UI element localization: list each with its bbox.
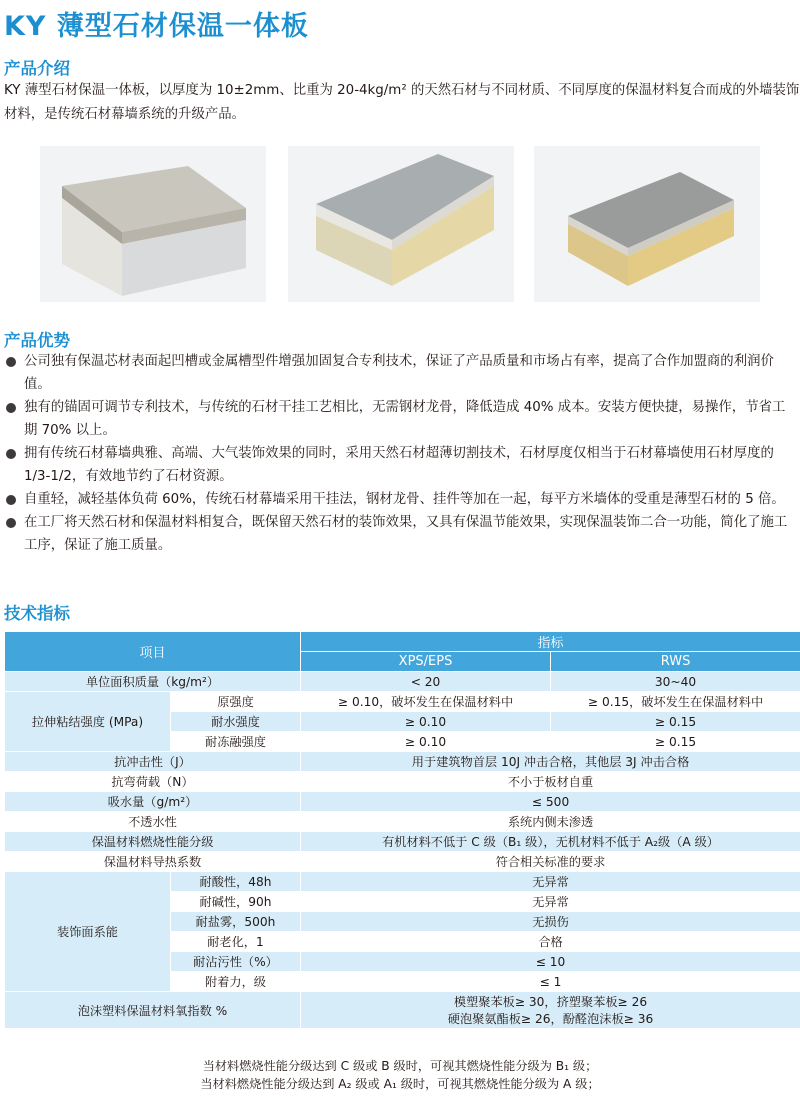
- table-row: [5, 872, 800, 892]
- cell-value: [301, 992, 800, 1029]
- advantage-item: 公司独有保温芯材表面起凹槽或金属槽型件增强加固复合专利技术，保证了产品质量和市场占有率，提高了合作加盟商的利润价值。: [4, 350, 794, 396]
- specs-heading: 技术指标: [4, 604, 70, 623]
- note-line: 当材料燃烧性能分级达到 C 级或 B 级时，可视其燃烧性能分级为 B₁ 级；: [202, 1059, 598, 1073]
- row-label: 吸水量（g/m²）: [5, 792, 301, 812]
- cell-value: ≤ 500: [301, 792, 800, 812]
- row-sublabel: 耐水强度: [171, 712, 301, 732]
- row-sublabel: 耐酸性，48h: [171, 872, 301, 892]
- cell-value: ≤ 10: [301, 952, 800, 972]
- header-index: 指标: [301, 632, 800, 652]
- table-row: [5, 752, 800, 772]
- header-col-b: RWS: [551, 652, 800, 672]
- row-group-label: 拉伸粘结强度 (MPa): [5, 692, 171, 752]
- table-row: [5, 832, 800, 852]
- advantage-item: 独有的锚固可调节专利技术，与传统的石材干挂工艺相比，无需钢材龙骨，降低造成 40% 成本。安装方便快捷，易操作，节省工期 70% 以上。: [4, 396, 794, 442]
- header-col-a: XPS/EPS: [301, 652, 551, 672]
- oxygen-line-2: 硬泡聚氨酯板≥ 26，酚醛泡沫板≥ 36: [447, 1012, 654, 1026]
- cell-value: ≤ 1: [301, 972, 800, 992]
- cell-value: 有机材料不低于 C 级（B₁ 级），无机材料不低于 A₂级（A 级）: [301, 832, 800, 852]
- product-photo-perforated: [288, 146, 514, 302]
- cell-value: 不小于板材自重: [301, 772, 800, 792]
- product-photos: [40, 146, 800, 302]
- cell-a: < 20: [301, 672, 551, 692]
- oxygen-line-1: 模塑聚苯板≥ 30，挤塑聚苯板≥ 26: [453, 995, 648, 1009]
- cell-value: 合格: [301, 932, 800, 952]
- row-label: 泡沫塑料保温材料氧指数 %: [5, 992, 301, 1029]
- bullet-icon: [6, 403, 16, 413]
- bullet-icon: [6, 357, 16, 367]
- cell-b: ≥ 0.15，破坏发生在保温材料中: [551, 692, 800, 712]
- intro-text: KY 薄型石材保温一体板，以厚度为 10±2mm、比重为 20-4kg/m² 的天然石材与不同材质、不同厚度的保温材料复合而成的外墙装饰材料，是传统石材幕墙系统的升级产品。: [4, 83, 800, 122]
- table-row: [5, 812, 800, 832]
- bullet-icon: [6, 518, 16, 528]
- cell-value: 无异常: [301, 872, 800, 892]
- spec-table: [4, 631, 800, 1029]
- bullet-icon: [6, 449, 16, 459]
- row-sublabel: 耐冻融强度: [171, 732, 301, 752]
- row-group-label: 装饰面系能: [5, 872, 171, 992]
- cell-value: 用于建筑物首层 10J 冲击合格，其他层 3J 冲击合格: [301, 752, 800, 772]
- table-row: [5, 992, 800, 1029]
- row-sublabel: 耐老化，1: [171, 932, 301, 952]
- row-label: 保温材料导热系数: [5, 852, 301, 872]
- table-row: [5, 772, 800, 792]
- bullet-icon: [6, 495, 16, 505]
- cell-a: ≥ 0.10: [301, 712, 551, 732]
- advantage-item: 拥有传统石材幕墙典雅、高端、大气装饰效果的同时，采用天然石材超薄切割技术，石材厚度仅相当于石材幕墙使用石材厚度的 1/3-1/2，有效地节约了石材资源。: [4, 442, 794, 488]
- product-photo-rws: [534, 146, 760, 302]
- table-notes: [0, 1057, 800, 1093]
- page-title: KY 薄型石材保温一体板: [4, 11, 309, 42]
- product-photo-xps: [40, 146, 266, 302]
- cell-b: ≥ 0.15: [551, 732, 800, 752]
- advantage-item: 自重轻，减轻基体负荷 60%，传统石材幕墙采用干挂法，钢材龙骨、挂件等加在一起，每平方米墙体的受重是薄型石材的 5 倍。: [4, 488, 794, 511]
- table-row: [5, 792, 800, 812]
- advantage-item: 在工厂将天然石材和保温材料相复合，既保留天然石材的装饰效果，又具有保温节能效果，实现保温装饰二合一功能，简化了施工工序，保证了施工质量。: [4, 511, 794, 557]
- cell-value: 系统内侧未渗透: [301, 812, 800, 832]
- cell-value: 无损伤: [301, 912, 800, 932]
- table-row: [5, 852, 800, 872]
- intro-heading: 产品介绍: [4, 59, 70, 78]
- row-label: 单位面积质量（kg/m²）: [5, 672, 301, 692]
- row-sublabel: 耐沾污性（%）: [171, 952, 301, 972]
- row-label: 保温材料燃烧性能分级: [5, 832, 301, 852]
- row-sublabel: 附着力，级: [171, 972, 301, 992]
- row-sublabel: 耐碱性，90h: [171, 892, 301, 912]
- table-header-row: [5, 632, 800, 652]
- row-label: 不透水性: [5, 812, 301, 832]
- cell-a: ≥ 0.10: [301, 732, 551, 752]
- advantages-heading: 产品优势: [4, 331, 70, 350]
- cell-b: ≥ 0.15: [551, 712, 800, 732]
- row-label: 抗冲击性（J）: [5, 752, 301, 772]
- row-label: 抗弯荷载（N）: [5, 772, 301, 792]
- table-row: [5, 692, 800, 712]
- cell-b: 30~40: [551, 672, 800, 692]
- row-sublabel: 耐盐雾，500h: [171, 912, 301, 932]
- row-sublabel: 原强度: [171, 692, 301, 712]
- advantages-list: [4, 350, 794, 557]
- cell-value: 无异常: [301, 892, 800, 912]
- header-item: 项目: [5, 632, 301, 672]
- cell-value: 符合相关标准的要求: [301, 852, 800, 872]
- table-row: [5, 672, 800, 692]
- cell-a: ≥ 0.10，破坏发生在保温材料中: [301, 692, 551, 712]
- note-line: 当材料燃烧性能分级达到 A₂ 级或 A₁ 级时，可视其燃烧性能分级为 A 级；: [200, 1077, 600, 1091]
